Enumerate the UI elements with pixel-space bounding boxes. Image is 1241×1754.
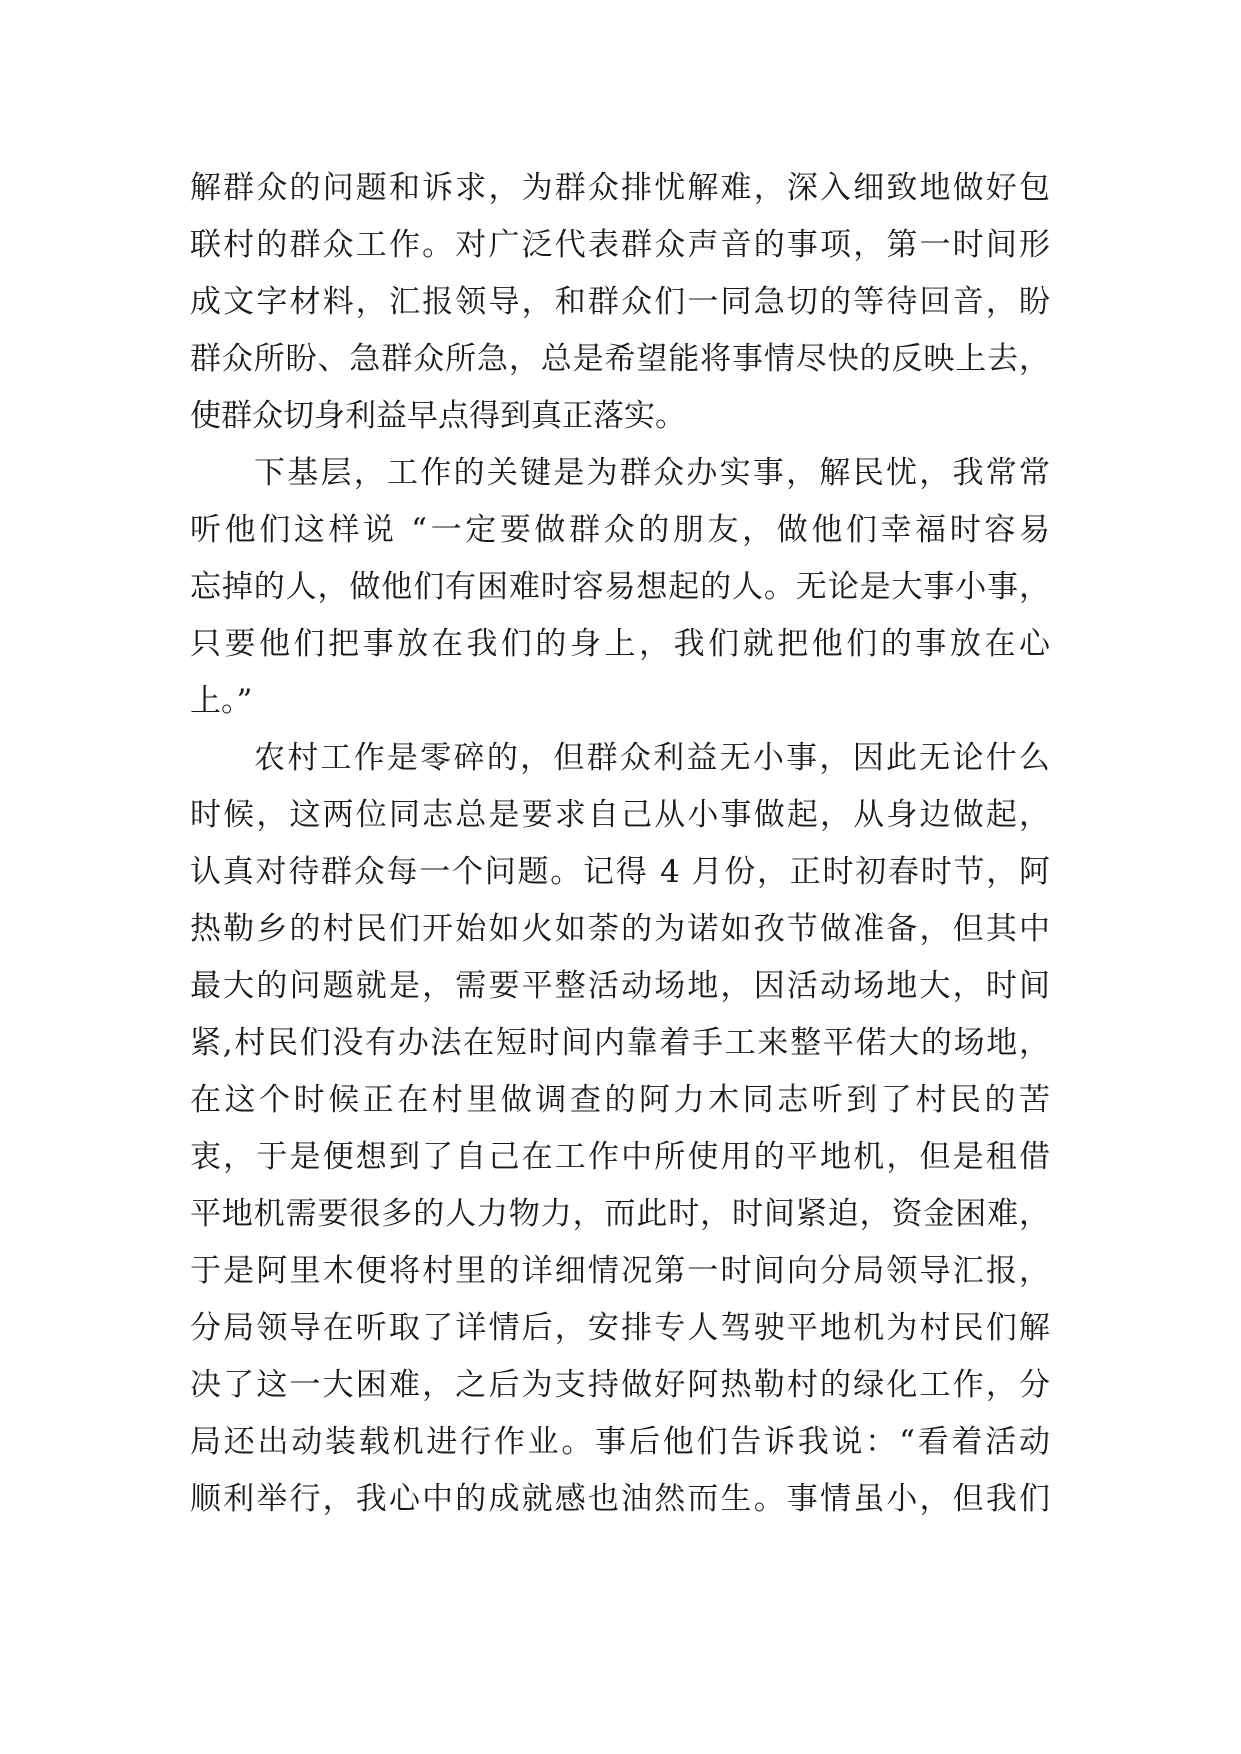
text-line: 农村工作是零碎的，但群众利益无小事，因此无论什么	[254, 740, 1050, 776]
text-line: 上。”	[190, 683, 253, 719]
document-body	[190, 160, 1050, 1528]
text-line: 平地机需要很多的人力物力，而此时，时间紧迫，资金困难，	[190, 1196, 1050, 1232]
paragraph-3	[190, 730, 1050, 1528]
text-line: 群众所盼、急群众所急，总是希望能将事情尽快的反映上去，	[190, 341, 1050, 377]
text-line: 只要他们把事放在我们的身上，我们就把他们的事放在心	[190, 626, 1050, 662]
text-line: 听他们这样说 “一定要做群众的朋友，做他们幸福时容易	[190, 512, 1050, 548]
text-line: 认真对待群众每一个问题。记得 4 月份，正时初春时节，阿	[190, 854, 1050, 890]
text-line: 热勒乡的村民们开始如火如荼的为诺如孜节做准备，但其中	[190, 911, 1050, 947]
text-line: 顺利举行，我心中的成就感也油然而生。事情虽小，但我们	[190, 1481, 1050, 1517]
text-line: 局还出动装载机进行作业。事后他们告诉我说：“看着活动	[190, 1424, 1050, 1460]
text-line: 分局领导在听取了详情后，安排专人驾驶平地机为村民们解	[190, 1310, 1050, 1346]
text-line: 最大的问题就是，需要平整活动场地，因活动场地大，时间	[190, 968, 1050, 1004]
text-line: 成文字材料，汇报领导，和群众们一同急切的等待回音，盼	[190, 284, 1050, 320]
text-line: 联村的群众工作。对广泛代表群众声音的事项，第一时间形	[190, 227, 1050, 263]
text-line: 使群众切身利益早点得到真正落实。	[190, 398, 686, 434]
text-line: 时候，这两位同志总是要求自己从小事做起，从身边做起，	[190, 797, 1050, 833]
text-line: 下基层，工作的关键是为群众办实事，解民忧，我常常	[254, 455, 1050, 491]
text-line: 紧,村民们没有办法在短时间内靠着手工来整平偌大的场地，	[190, 1025, 1050, 1061]
text-line: 解群众的问题和诉求，为群众排忧解难，深入细致地做好包	[190, 170, 1050, 206]
text-line: 决了这一大困难，之后为支持做好阿热勒村的绿化工作，分	[190, 1367, 1050, 1403]
text-line: 衷，于是便想到了自己在工作中所使用的平地机，但是租借	[190, 1139, 1050, 1175]
text-line: 在这个时候正在村里做调查的阿力木同志听到了村民的苦	[190, 1082, 1050, 1118]
text-line: 于是阿里木便将村里的详细情况第一时间向分局领导汇报，	[190, 1253, 1050, 1289]
paragraph-1	[190, 160, 1050, 445]
paragraph-2	[190, 445, 1050, 730]
text-line: 忘掉的人，做他们有困难时容易想起的人。无论是大事小事，	[190, 569, 1050, 605]
